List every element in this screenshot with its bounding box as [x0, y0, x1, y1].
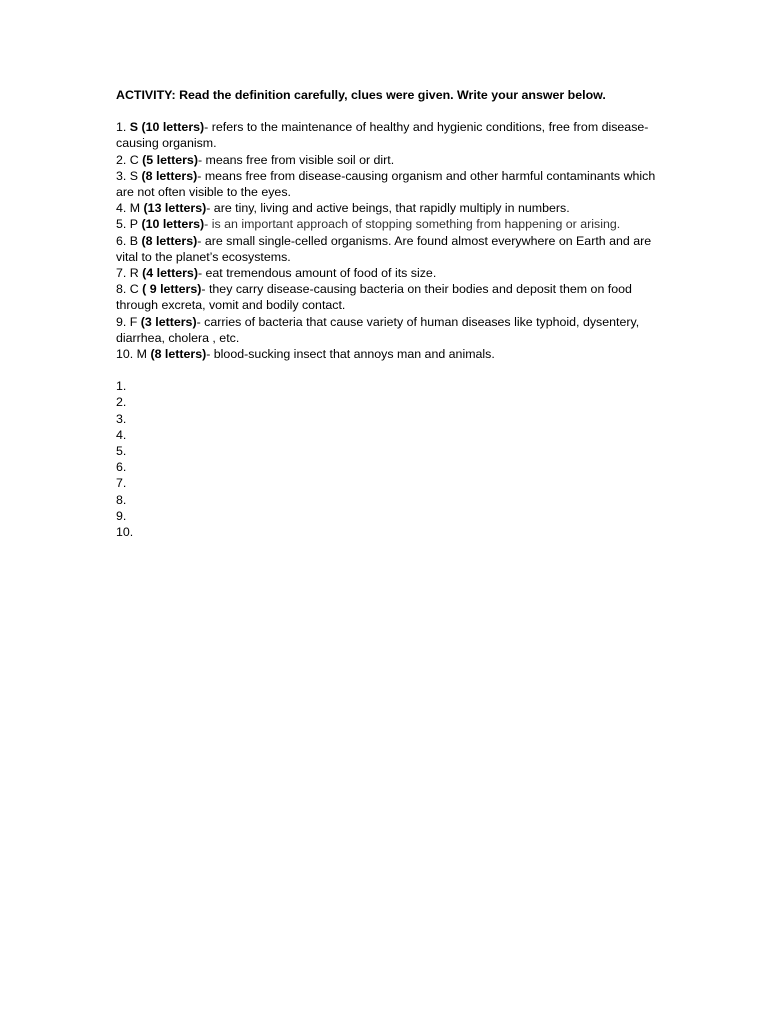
- item-clue: (3 letters): [137, 314, 197, 329]
- definition-item: [116, 265, 656, 281]
- item-number: 7.: [116, 266, 130, 281]
- answer-line: 6.: [116, 460, 127, 475]
- item-letter: B: [129, 233, 139, 248]
- answer-line: 4.: [116, 427, 127, 442]
- item-definition: - eat tremendous amount of food of its size.: [197, 266, 437, 281]
- item-letter: S: [129, 120, 139, 135]
- document-content: [116, 87, 656, 540]
- item-number: 6.: [116, 233, 130, 248]
- definition-item: [116, 152, 656, 168]
- item-clue: (5 letters): [138, 152, 198, 167]
- item-definition: - are small single-celled organisms. Are found almost everywhere on Earth and are vital to the planet’s ecosystems.: [116, 233, 652, 264]
- item-letter: C: [129, 152, 139, 167]
- item-clue: (8 letters): [138, 168, 198, 183]
- item-clue: (10 letters): [138, 217, 205, 232]
- item-number: 3.: [116, 168, 130, 183]
- answer-line: 10.: [116, 525, 134, 540]
- item-definition: - means free from disease-causing organism and other harmful contaminants which are not often visible to the eyes.: [116, 168, 656, 200]
- definition-list: [116, 119, 656, 362]
- definition-item: [116, 119, 656, 151]
- definition-item: [116, 281, 656, 313]
- item-clue: (8 letters): [147, 347, 207, 362]
- item-clue: (10 letters): [138, 120, 205, 135]
- item-number: 2.: [116, 152, 130, 167]
- activity-title: ACTIVITY: Read the definition carefully, clues were given. Write your answer below.: [116, 88, 606, 102]
- definition-item: [116, 314, 656, 346]
- definition-item: [116, 200, 656, 216]
- item-definition: - carries of bacteria that cause variety of human diseases like typhoid, dysentery, diarrhea, cholera , etc.: [116, 314, 640, 345]
- answer-list: [116, 378, 656, 540]
- item-number: 4.: [116, 201, 130, 216]
- item-letter: C: [129, 282, 139, 297]
- answer-line: 5.: [116, 444, 127, 459]
- item-letter: P: [129, 217, 139, 232]
- definition-item: [116, 168, 656, 200]
- answer-line: 3.: [116, 411, 127, 426]
- item-definition: - is an important approach of stopping something from happening or arising.: [204, 217, 621, 232]
- item-number: 9.: [116, 314, 130, 329]
- item-clue: (13 letters): [140, 201, 207, 216]
- answer-line: 2.: [116, 395, 127, 410]
- definition-item: [116, 216, 656, 232]
- item-number: 10.: [116, 347, 137, 362]
- answer-line: 1.: [116, 379, 127, 394]
- item-number: 1.: [116, 120, 130, 135]
- answer-line: 7.: [116, 476, 127, 491]
- item-definition: - refers to the maintenance of healthy and hygienic conditions, free from disease-causing organism.: [116, 120, 649, 151]
- item-clue: (4 letters): [138, 266, 198, 281]
- answer-line: 9.: [116, 508, 127, 523]
- item-number: 8.: [116, 282, 130, 297]
- item-letter: S: [129, 168, 139, 183]
- item-definition: - are tiny, living and active beings, that rapidly multiply in numbers.: [206, 201, 570, 216]
- item-letter: M: [129, 201, 141, 216]
- item-definition: - blood-sucking insect that annoys man and animals.: [206, 347, 495, 362]
- item-letter: R: [129, 266, 139, 281]
- item-clue: ( 9 letters): [138, 282, 202, 297]
- item-letter: M: [136, 347, 147, 362]
- definition-item: [116, 233, 656, 265]
- item-definition: - they carry disease-causing bacteria on their bodies and deposit them on food through excreta, vomit and bodily contact.: [116, 282, 632, 313]
- item-clue: (8 letters): [138, 233, 198, 248]
- item-letter: F: [129, 314, 138, 329]
- item-number: 5.: [116, 217, 130, 232]
- answer-line: 8.: [116, 492, 127, 507]
- definition-item: [116, 346, 656, 362]
- item-definition: - means free from visible soil or dirt.: [197, 152, 395, 167]
